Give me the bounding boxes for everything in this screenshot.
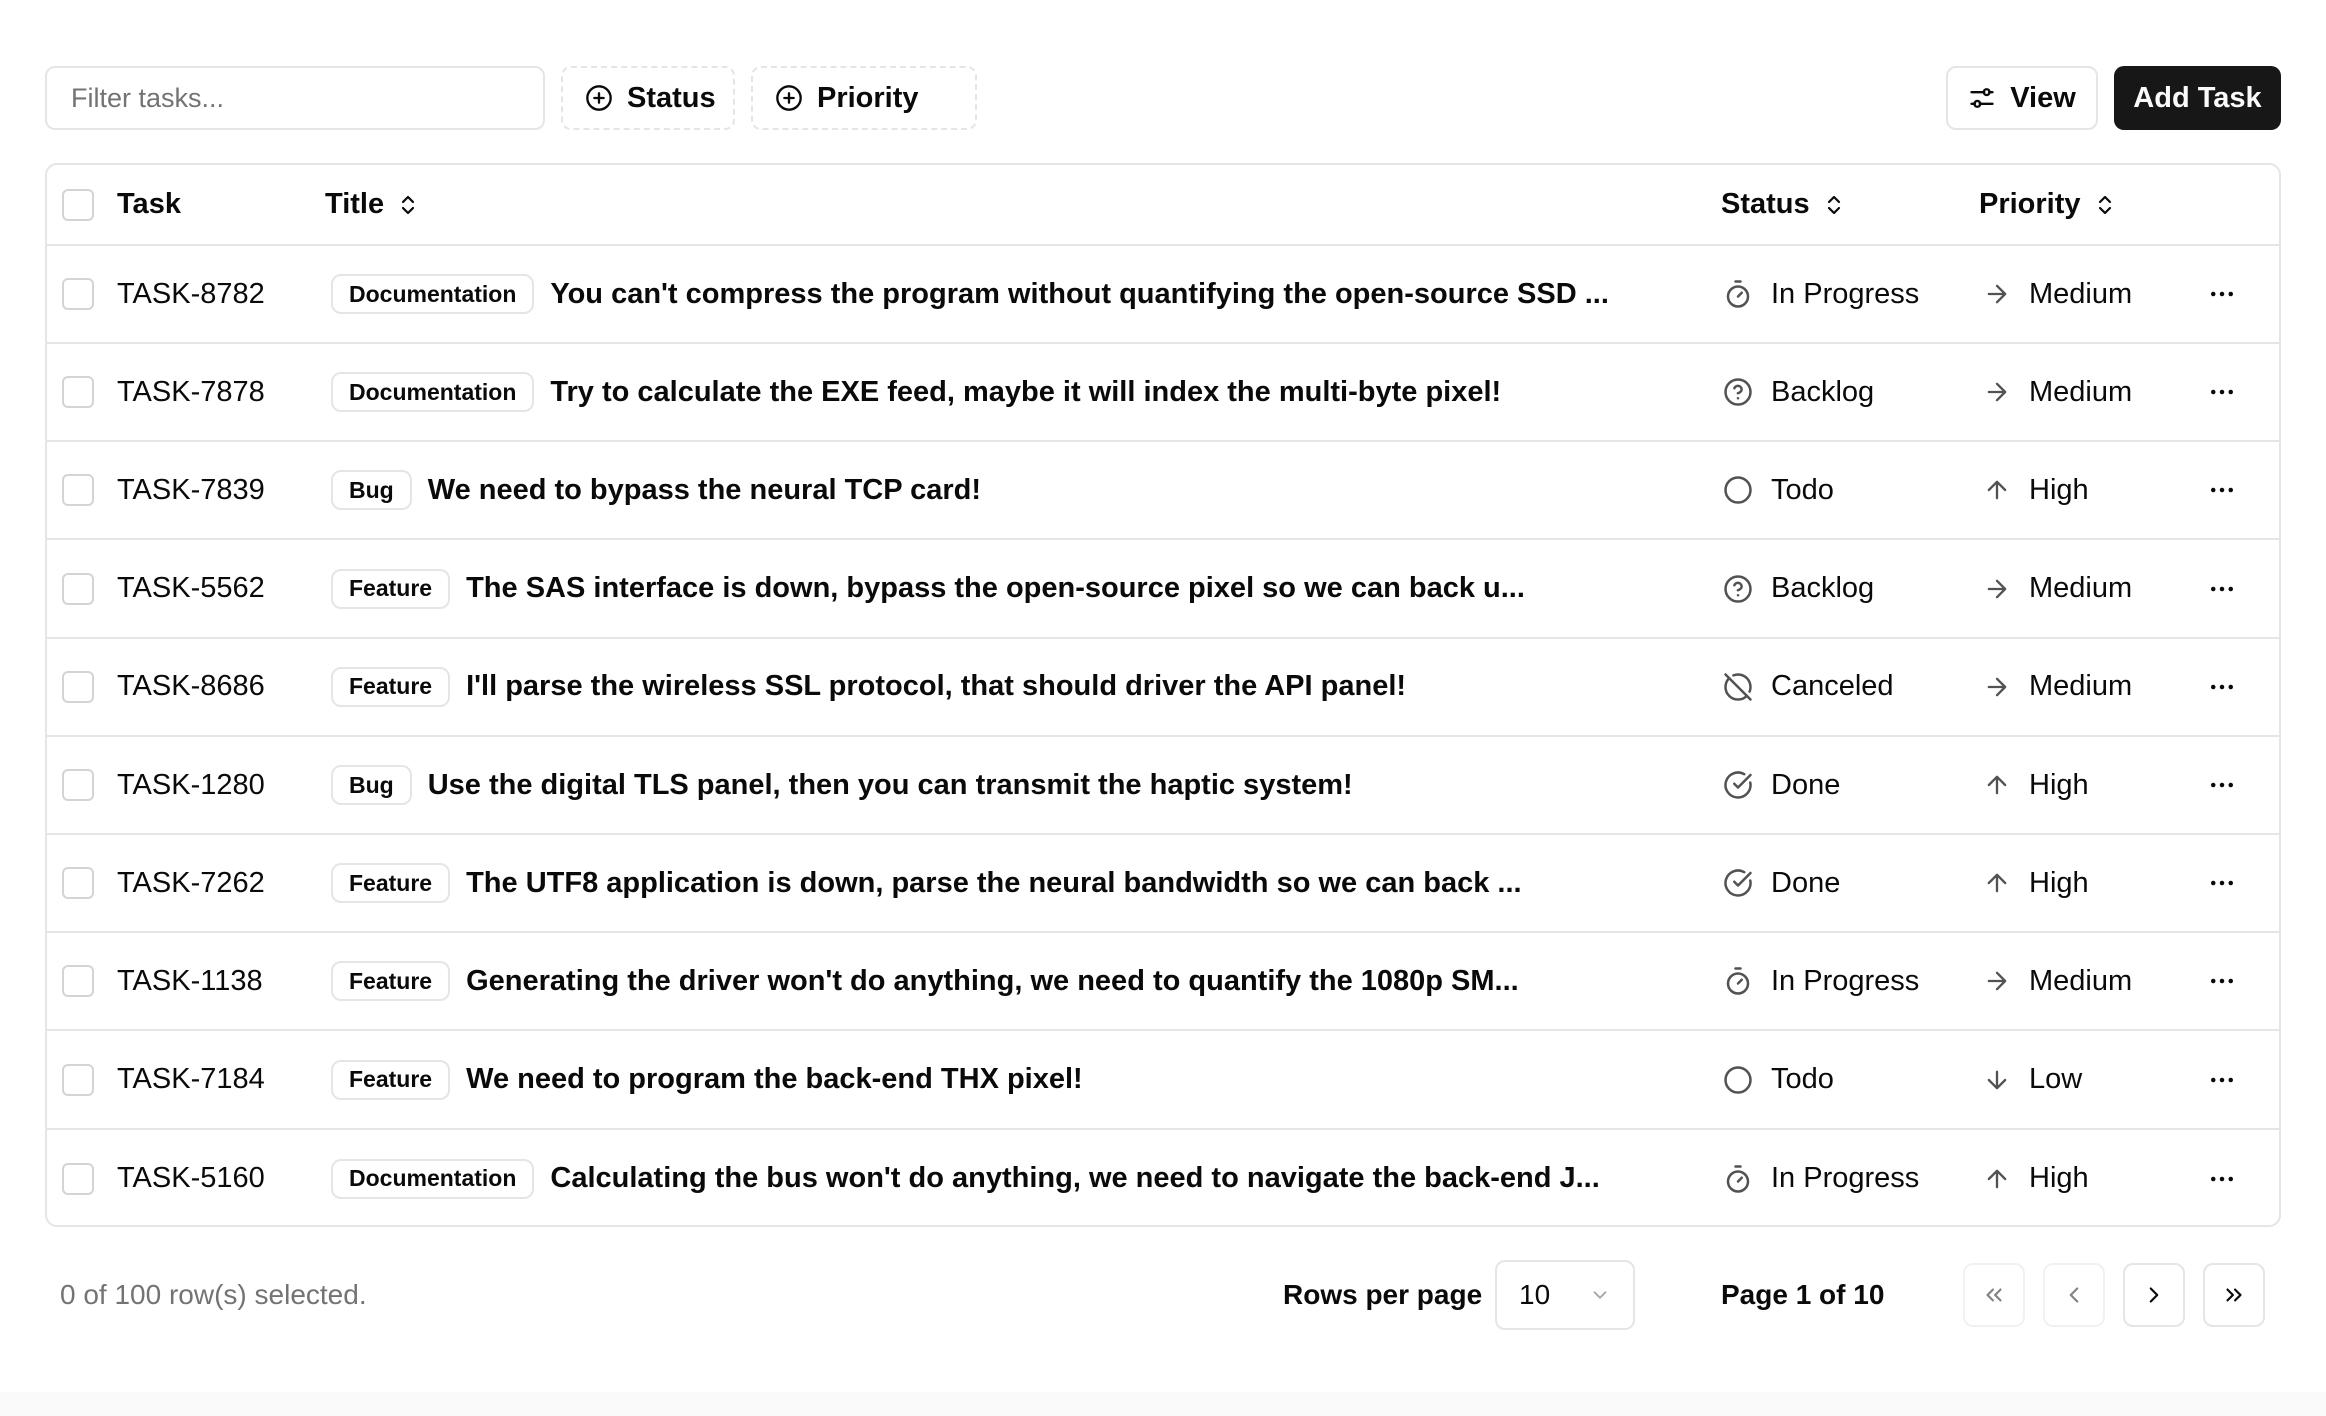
priority-filter-label: Priority [817,81,919,114]
more-horizontal-icon[interactable] [2207,475,2237,505]
arrow-up-icon [1983,869,2011,897]
task-label-badge: Feature [331,569,450,609]
help-circle-icon [1723,574,1753,604]
row-select-checkbox[interactable] [62,867,94,899]
chevrons-right-icon [2221,1282,2247,1308]
title-cell [331,246,1661,342]
view-label: View [2010,81,2076,114]
task-status: Todo [1771,1063,1834,1096]
task-priority: Medium [2029,670,2133,703]
title-cell [331,737,1661,833]
status-cell [1723,933,1919,1029]
task-title: We need to program the back-end THX pixel! [466,1063,1083,1096]
task-priority: Medium [2029,572,2133,605]
row-select-checkbox[interactable] [62,1163,94,1195]
status-filter-label: Status [627,81,716,114]
status-cell [1723,639,1894,735]
task-id: TASK-1280 [117,768,265,801]
add-task-button[interactable] [2114,66,2281,130]
task-label-badge: Feature [331,961,450,1001]
task-priority: High [2029,866,2089,899]
actions-cell [2207,639,2237,735]
chevron-left-icon [2061,1282,2087,1308]
task-title: Try to calculate the EXE feed, maybe it will index the multi-byte pixel! [550,375,1502,408]
chevrons-up-down-icon [2093,191,2117,219]
select-cell [62,639,94,735]
task-id: TASK-7839 [117,473,265,506]
priority-cell [1983,1130,2089,1227]
task-id: TASK-5160 [117,1162,265,1195]
select-cell [62,835,94,931]
status-cell [1723,835,1840,931]
more-horizontal-icon[interactable] [2207,672,2237,702]
table-row[interactable] [47,639,2279,737]
task-priority: High [2029,473,2089,506]
task-id-cell [117,442,265,538]
more-horizontal-icon[interactable] [2207,868,2237,898]
actions-cell [2207,1032,2237,1128]
priority-cell [1983,933,2132,1029]
table-footer [45,1258,2281,1332]
select-cell [62,1032,94,1128]
more-horizontal-icon[interactable] [2207,279,2237,309]
select-cell [62,737,94,833]
task-id-cell [117,246,265,342]
priority-cell [1983,1032,2082,1128]
task-id-cell [117,639,265,735]
priority-cell [1983,639,2132,735]
select-cell [62,541,94,637]
task-title: Use the digital TLS panel, then you can transmit the haptic system! [427,768,1353,801]
title-cell [331,933,1661,1029]
title-column-header [325,165,420,244]
row-select-checkbox[interactable] [62,671,94,703]
task-label-badge: Documentation [331,372,534,412]
select-cell [62,442,94,538]
selected-rows-text: 0 of 100 row(s) selected. [60,1279,367,1310]
task-id-cell [117,541,265,637]
sliders-icon [1968,84,1996,112]
row-select-checkbox[interactable] [62,1064,94,1096]
task-id-cell [117,737,265,833]
page-bottom-band [0,1392,2326,1416]
task-status: Done [1771,768,1841,801]
task-priority: Medium [2029,375,2133,408]
plus-circle-icon [585,84,613,112]
select-cell [62,933,94,1029]
priority-sort-button[interactable] [1979,188,2117,221]
previous-page-button[interactable] [2043,1263,2105,1327]
status-cell [1723,344,1874,440]
task-id: TASK-1138 [117,964,263,997]
arrow-up-icon [1983,771,2011,799]
title-column-label: Title [325,188,385,220]
first-page-button[interactable] [1963,1263,2025,1327]
arrow-right-icon [1983,575,2011,603]
task-title: We need to bypass the neural TCP card! [427,473,982,506]
check-circle-icon [1723,868,1753,898]
priority-cell [1983,246,2132,342]
task-id: TASK-7184 [117,1063,265,1096]
task-label-badge: Feature [331,667,450,707]
table-row[interactable] [47,835,2279,933]
actions-cell [2207,541,2237,637]
table-header [47,165,2279,246]
task-id-cell [117,1032,265,1128]
task-label-badge: Bug [331,470,412,510]
page-indicator: Page 1 of 10 [1721,1279,1885,1310]
check-circle-icon [1723,770,1753,800]
task-label-badge: Documentation [331,274,534,314]
task-title: The SAS interface is down, bypass the open-source pixel so we can back u... [466,572,1525,605]
chevrons-up-down-icon [396,191,420,219]
task-id-cell [117,835,265,931]
task-id-cell [117,344,265,440]
task-label-badge: Feature [331,863,450,903]
status-filter-button[interactable] [561,66,735,130]
last-page-button[interactable] [2203,1263,2265,1327]
priority-cell [1983,442,2089,538]
task-priority: Medium [2029,277,2133,310]
table-row[interactable] [47,246,2279,344]
priority-column-label: Priority [1979,188,2081,220]
title-cell [331,344,1661,440]
task-status: Done [1771,866,1841,899]
task-title: Calculating the bus won't do anything, we need to navigate the back-end J... [550,1162,1600,1195]
status-cell [1723,246,1919,342]
more-horizontal-icon[interactable] [2207,966,2237,996]
status-cell [1723,442,1834,538]
chevron-down-icon [1589,1284,1611,1306]
priority-cell [1983,541,2132,637]
select-cell [62,246,94,342]
status-column-header [1721,165,1846,244]
tasks-table [45,163,2281,1227]
timer-icon [1723,1164,1753,1194]
task-id: TASK-7878 [117,375,265,408]
circle-off-icon [1723,672,1753,702]
status-sort-button[interactable] [1721,188,1846,221]
priority-filter-button[interactable] [751,66,977,130]
row-select-checkbox[interactable] [62,278,94,310]
row-select-checkbox[interactable] [62,965,94,997]
task-label-badge: Documentation [331,1159,534,1199]
rows-per-page-label: Rows per page [1283,1279,1483,1310]
task-status: In Progress [1771,964,1920,997]
priority-cell [1983,344,2132,440]
table-row[interactable] [47,737,2279,835]
next-page-button[interactable] [2123,1263,2185,1327]
title-cell [331,835,1661,931]
task-priority: Medium [2029,964,2133,997]
rows-per-page-value: 10 [1519,1279,1551,1310]
task-column-header [117,165,181,244]
task-id-cell [117,1130,265,1227]
arrow-right-icon [1983,967,2011,995]
status-cell [1723,541,1874,637]
task-id-cell [117,933,263,1029]
row-select-checkbox[interactable] [62,573,94,605]
task-title: Generating the driver won't do anything, we need to quantify the 1080p SM... [466,964,1519,997]
task-status: Backlog [1771,375,1875,408]
status-cell [1723,1130,1919,1227]
row-select-checkbox[interactable] [62,474,94,506]
timer-icon [1723,966,1753,996]
actions-cell [2207,1130,2237,1227]
task-title: You can't compress the program without quantifying the open-source SSD ... [550,277,1609,310]
chevrons-up-down-icon [1822,191,1846,219]
toolbar [45,66,2281,130]
task-status: In Progress [1771,1162,1920,1195]
title-sort-button[interactable] [325,188,420,221]
add-task-label: Add Task [2133,81,2262,114]
task-status: In Progress [1771,277,1920,310]
title-cell [331,541,1661,637]
actions-cell [2207,246,2237,342]
more-horizontal-icon[interactable] [2207,574,2237,604]
table-row[interactable] [47,933,2279,1031]
status-cell [1723,1032,1834,1128]
title-cell [331,442,1661,538]
arrow-right-icon [1983,673,2011,701]
title-cell [331,1032,1661,1128]
select-cell [62,344,94,440]
task-title: I'll parse the wireless SSL protocol, that should driver the API panel! [466,670,1407,703]
circle-icon [1723,475,1753,505]
task-label-badge: Bug [331,765,412,805]
priority-cell [1983,737,2089,833]
task-id: TASK-7262 [117,866,265,899]
arrow-up-icon [1983,476,2011,504]
actions-cell [2207,933,2237,1029]
chevron-right-icon [2141,1282,2167,1308]
arrow-right-icon [1983,280,2011,308]
task-status: Backlog [1771,572,1875,605]
task-priority: High [2029,768,2089,801]
title-cell [331,639,1661,735]
arrow-up-icon [1983,1165,2011,1193]
actions-cell [2207,737,2237,833]
status-cell [1723,737,1840,833]
priority-cell [1983,835,2089,931]
priority-column-header [1979,165,2117,244]
table-row[interactable] [47,541,2279,639]
more-horizontal-icon[interactable] [2207,1065,2237,1095]
task-label-badge: Feature [331,1060,450,1100]
table-row[interactable] [47,1130,2279,1227]
row-select-checkbox[interactable] [62,376,94,408]
task-id: TASK-8782 [117,277,265,310]
status-column-label: Status [1721,188,1810,220]
row-select-checkbox[interactable] [62,769,94,801]
arrow-right-icon [1983,378,2011,406]
task-status: Canceled [1771,670,1894,703]
title-cell [331,1130,1661,1227]
table-row[interactable] [47,344,2279,442]
chevrons-left-icon [1981,1282,2007,1308]
rows-per-page-select[interactable] [1495,1260,1635,1330]
task-column-label: Task [117,188,181,220]
actions-cell [2207,344,2237,440]
view-options-button[interactable] [1946,66,2098,130]
select-all-checkbox[interactable] [62,189,94,221]
timer-icon [1723,279,1753,309]
task-priority: High [2029,1162,2089,1195]
more-horizontal-icon[interactable] [2207,377,2237,407]
task-title: The UTF8 application is down, parse the neural bandwidth so we can back ... [466,866,1522,899]
table-row[interactable] [47,442,2279,540]
task-status: Todo [1771,473,1834,506]
actions-cell [2207,835,2237,931]
task-id: TASK-5562 [117,572,265,605]
task-priority: Low [2029,1063,2083,1096]
actions-cell [2207,442,2237,538]
arrow-down-icon [1983,1066,2011,1094]
help-circle-icon [1723,377,1753,407]
task-id: TASK-8686 [117,670,265,703]
more-horizontal-icon[interactable] [2207,770,2237,800]
circle-icon [1723,1065,1753,1095]
plus-circle-icon [775,84,803,112]
more-horizontal-icon[interactable] [2207,1164,2237,1194]
select-cell [62,1130,94,1227]
select-all-cell [62,165,94,244]
table-row[interactable] [47,1032,2279,1130]
filter-tasks-input[interactable] [45,66,545,130]
